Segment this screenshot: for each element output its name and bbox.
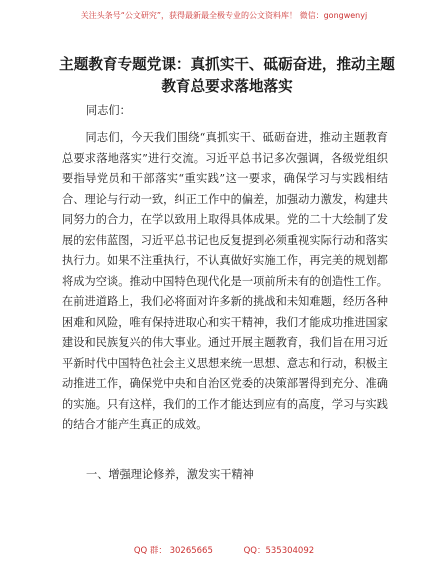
promo-banner: 关注头条号“公文研究”，获得最新最全极专业的公文资料库！ 微信：gongwenyj [80,11,368,20]
footer-qq-group: QQ 群： 30265665 [133,546,213,556]
body-paragraph: 同志们，今天我们围绕“真抓实干、砥砺奋进，推动主题教育总要求落地落实”进行交流。习近平总书记多次强调，各级党组织要指导党员和干部落实“重实践”这一要求，确保学习与实践相结合、理论与行动一致，纠正工作中的偏差，加强动力激发，构建共同努力的合力，在学以致用上取得具体成果。党的二十大绘制了发展的宏伟蓝图，习近平总书记也反复提到必须重视实际行动和落实执行力。如果不注重执行，不认真做好实施工作，再完美的规划都将成为空谈。推动中国特色现代化是一项前所未有的创造性工作。在前进道路上，我们必将面对许多新的挑战和未知难题，经历各种困难和风险，唯有保持进取心和实干精神，我们才能成功推进国家建设和民族复兴的伟大事业。通过开展主题教育，我们旨在用习近平新时代中国特色社会主义思想来统一思想、意志和行动，积极主动推进工作，确保党中央和自治区党委的决策部署得到充分、准确的实施。只有这样，我们的工作才能达到应有的高度，学习与实践的结合才能产生真正的成效。 [62,131,388,431]
document-title: 主题教育专题党课：真抓实干、砥砺奋进，推动主题教育总要求落地落实 [59,56,395,95]
footer-qq-number: QQ：535304092 [243,546,315,556]
salutation: 同志们： [86,104,131,117]
section-heading: 一、增强理论修养，激发实干精神 [86,468,254,481]
footer-contact [0,545,448,557]
